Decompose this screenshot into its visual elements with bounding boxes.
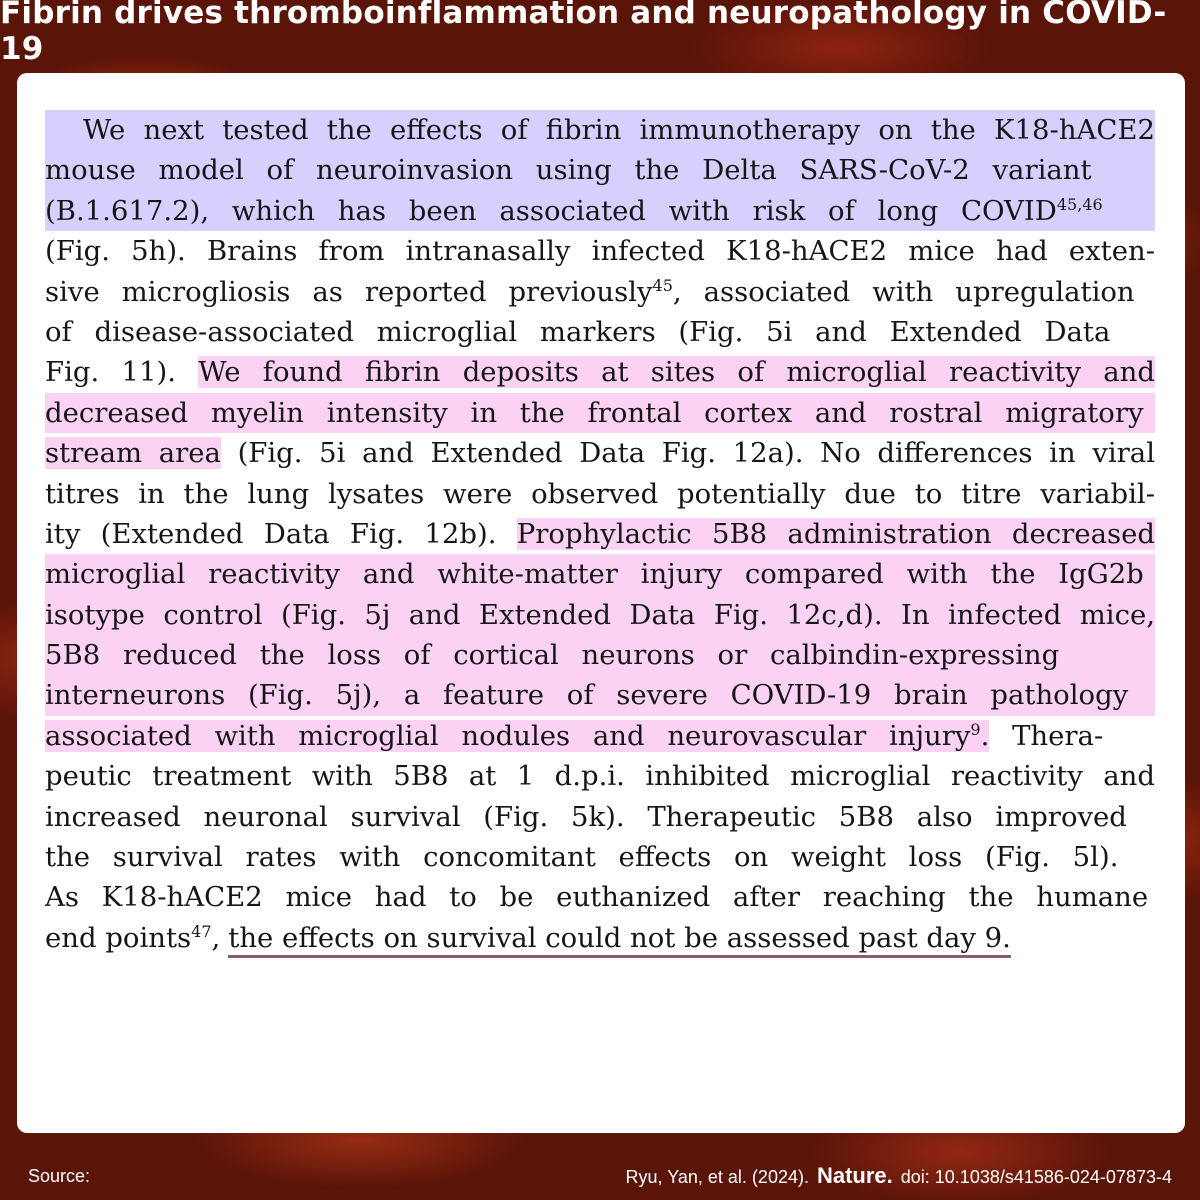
text-line: [45, 554, 1155, 594]
text-segment: ,: [211, 921, 221, 954]
text-segment: microglial reactivity and white-matter injury compared with the IgG2b: [45, 558, 1144, 591]
text-segment: [45, 918, 220, 958]
highlight-pink: We found fibrin deposits at sites of microglial reactivity and: [198, 356, 1155, 389]
text-segment: of disease-associated microglial markers (Fig. 5i and Extended Data: [45, 315, 1111, 348]
text-segment: [45, 433, 1155, 473]
text-line: [45, 352, 1155, 392]
text-segment: decreased myelin intensity in the frontal cortex and rostral migratory: [45, 396, 1144, 429]
text-line: [45, 918, 1155, 958]
text-segment: , associated with upregulation: [672, 275, 1135, 308]
text-segment: sive microgliosis as reported previously: [45, 275, 653, 308]
highlight-pink: stream area: [45, 437, 221, 470]
text-segment: isotype control (Fig. 5j and Extended Data Fig. 12c,d). In infected mice,: [45, 598, 1155, 631]
text-line: [45, 272, 1155, 312]
source-label: Source:: [28, 1166, 91, 1186]
citation-superscript: 9: [970, 719, 981, 739]
highlight-pink: Prophylactic 5B8 administration decreased: [516, 517, 1155, 550]
text-segment: titres in the lung lysates were observed potentially due to titre variabil-: [45, 477, 1155, 510]
text-segment: [45, 716, 1103, 756]
text-segment: (Fig. 5h). Brains from intranasally infected K18-hACE2 mice had exten-: [45, 235, 1155, 268]
text-segment: [45, 272, 1135, 312]
text-line: [45, 150, 1155, 190]
text-line: [45, 191, 1155, 231]
text-segment: [45, 191, 1103, 231]
citation-doi: doi: 10.1038/s41586-024-07873-4: [900, 1167, 1172, 1187]
text-segment: (Fig. 5i and Extended Data Fig. 12a). No differences in viral: [220, 437, 1155, 470]
text-line: [45, 514, 1155, 554]
page-title: Fibrin drives thromboinflammation and neuropathology in COVID-19: [0, 0, 1167, 67]
text-segment: 5B8 reduced the loss of cortical neurons or calbindin-expressing: [45, 639, 1060, 672]
text-line: [45, 675, 1155, 715]
text-line: [45, 797, 1155, 837]
text-segment: We next tested the effects of fibrin immunotherapy on the K18-hACE2: [83, 114, 1155, 146]
citation-superscript: 45: [652, 275, 673, 295]
text-line: [45, 756, 1155, 796]
text-line: [45, 635, 1155, 675]
text-line: [45, 433, 1155, 473]
text-line: [45, 716, 1155, 756]
text-segment: the survival rates with concomitant effects on weight loss (Fig. 5l).: [45, 841, 1119, 874]
highlight-pink: [45, 720, 989, 752]
text-line: [45, 231, 1155, 271]
text-line: [45, 877, 1155, 917]
citation-authors: Ryu, Yan, et al. (2024).: [625, 1167, 809, 1187]
text-segment: [45, 352, 1155, 392]
header-bar: [0, 0, 1200, 67]
highlight-purple: [45, 110, 1155, 150]
text-segment: .: [980, 719, 990, 752]
text-line: [45, 393, 1155, 433]
citation-journal: Nature.: [816, 1163, 893, 1188]
text-segment: increased neuronal survival (Fig. 5k). Therapeutic 5B8 also improved: [45, 800, 1127, 833]
text-segment: associated with microglial nodules and neurovascular injury: [45, 719, 971, 752]
text-line: [45, 474, 1155, 514]
underlined-text: the effects on survival could not be assessed past day 9.: [228, 918, 1011, 958]
text-segment: ity (Extended Data Fig. 12b).: [45, 517, 517, 550]
citation-superscript: 45,46: [1056, 194, 1103, 214]
text-line: [45, 837, 1155, 877]
citation: [626, 1163, 1172, 1189]
text-segment: peutic treatment with 5B8 at 1 d.p.i. inhibited microglial reactivity and: [45, 760, 1155, 793]
text-segment: mouse model of neuroinvasion using the Delta SARS-CoV-2 variant: [45, 154, 1092, 187]
text-segment: Thera-: [989, 719, 1104, 752]
text-line: [45, 312, 1155, 352]
citation-superscript: 47: [191, 921, 212, 941]
text-segment: (B.1.617.2), which has been associated with risk of long COVID: [45, 194, 1057, 227]
article-excerpt: [45, 110, 1155, 958]
text-segment: interneurons (Fig. 5j), a feature of severe COVID-19 brain pathology: [45, 679, 1129, 712]
text-segment: Fig. 11).: [45, 356, 199, 389]
text-segment: end points: [45, 921, 192, 954]
text-line: [45, 110, 1155, 150]
text-line: [45, 595, 1155, 635]
text-segment: As K18-hACE2 mice had to be euthanized after reaching the humane: [45, 881, 1149, 914]
text-segment: [45, 514, 1155, 554]
